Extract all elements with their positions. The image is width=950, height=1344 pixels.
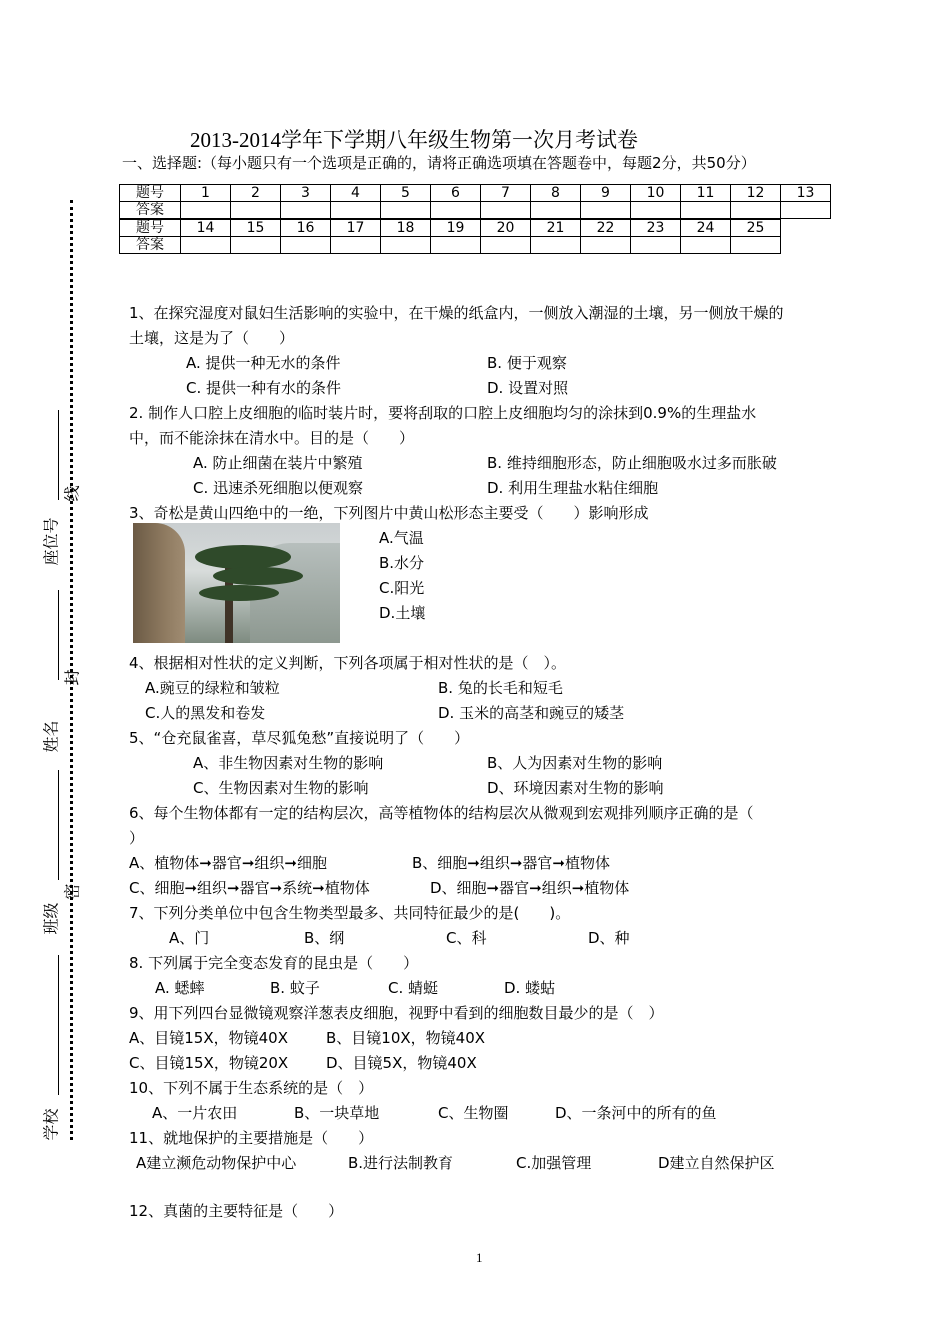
answer-cell[interactable] — [231, 202, 281, 219]
table-cell: 8 — [531, 185, 581, 202]
option-a: A、目镜15X，物镜40X — [129, 1029, 288, 1047]
option-d: D、种 — [588, 929, 630, 947]
option-a: A.豌豆的绿粒和皱粒 — [145, 679, 280, 697]
answer-cell[interactable] — [181, 202, 231, 219]
answer-cell[interactable] — [781, 202, 831, 219]
table-cell: 9 — [581, 185, 631, 202]
answer-cell[interactable] — [481, 237, 531, 254]
answer-cell[interactable] — [731, 237, 781, 254]
name-underline — [58, 590, 59, 680]
option-c: C、细胞➞组织➞器官➞系统➞植物体 — [129, 879, 370, 897]
option-c: C. 蜻蜓 — [388, 979, 439, 997]
answer-row-blank — [120, 237, 781, 254]
option-b: B、纲 — [304, 929, 345, 947]
answer-cell[interactable] — [331, 237, 381, 254]
answer-cell[interactable] — [581, 202, 631, 219]
table-cell: 10 — [631, 185, 681, 202]
table-cell: 20 — [481, 220, 531, 237]
answer-row-numbers — [120, 220, 781, 237]
question-8-text: 8. 下列属于完全变态发育的昆虫是（ ） — [129, 954, 419, 972]
answer-cell[interactable] — [681, 202, 731, 219]
school-underline — [58, 955, 59, 1095]
table-cell: 7 — [481, 185, 531, 202]
option-b: B、目镜10X，物镜40X — [326, 1029, 486, 1047]
answer-cell[interactable] — [581, 237, 631, 254]
table-cell: 5 — [381, 185, 431, 202]
class-label: 班级 — [41, 902, 61, 935]
option-b: B、细胞➞组织➞器官➞植物体 — [412, 854, 610, 872]
question-3-text: 3、奇松是黄山四绝中的一绝，下列图片中黄山松形态主要受（ ）影响形成 — [129, 504, 649, 522]
table-cell: 17 — [331, 220, 381, 237]
option-a: A.气温 — [379, 529, 424, 547]
table-cell: 答案 — [120, 237, 181, 254]
option-c: C. 迅速杀死细胞以便观察 — [193, 479, 364, 497]
section-heading: 一、选择题:（每小题只有一个选项是正确的，请将正确选项填在答题卷中，每题2分，共50分） — [122, 154, 756, 172]
option-b: B.水分 — [379, 554, 425, 572]
table-cell: 题号 — [120, 220, 181, 237]
question-6-text: 6、每个生物体都有一定的结构层次，高等植物体的结构层次从微观到宏观排列顺序正确的是（ — [129, 804, 754, 822]
table-cell: 3 — [281, 185, 331, 202]
option-a: A、植物体➞器官➞组织➞细胞 — [129, 854, 327, 872]
answer-table-top — [119, 184, 831, 219]
answer-cell[interactable] — [731, 202, 781, 219]
table-cell: 14 — [181, 220, 231, 237]
table-cell: 24 — [681, 220, 731, 237]
option-a: A建立濒危动物保护中心 — [136, 1154, 297, 1172]
option-d: D.土壤 — [379, 604, 426, 622]
question-7-text: 7、下列分类单位中包含生物类型最多、共同特征最少的是( )。 — [129, 904, 571, 922]
table-cell: 12 — [731, 185, 781, 202]
option-a: A. 提供一种无水的条件 — [186, 354, 341, 372]
answer-cell[interactable] — [231, 237, 281, 254]
question-1-text: 1、在探究湿度对鼠妇生活影响的实验中，在干燥的纸盒内，一侧放入潮湿的土壤，另一侧放干燥的 — [129, 304, 784, 322]
table-cell: 题号 — [120, 185, 181, 202]
option-c: C.阳光 — [379, 579, 425, 597]
class-underline — [58, 770, 59, 880]
answer-cell[interactable] — [381, 237, 431, 254]
option-d: D. 蝼蛄 — [504, 979, 556, 997]
answer-cell[interactable] — [431, 202, 481, 219]
school-label: 学校 — [41, 1108, 61, 1141]
table-cell: 19 — [431, 220, 481, 237]
table-cell: 16 — [281, 220, 331, 237]
option-c: C.人的黑发和卷发 — [145, 704, 266, 722]
option-d: D、目镜5X，物镜40X — [326, 1054, 477, 1072]
question-4-text: 4、根据相对性状的定义判断，下列各项属于相对性状的是（ ）。 — [129, 654, 567, 672]
option-a: A、非生物因素对生物的影响 — [193, 754, 384, 772]
table-cell: 4 — [331, 185, 381, 202]
option-d: D. 玉米的高茎和豌豆的矮茎 — [438, 704, 625, 722]
question-9-text: 9、用下列四台显微镜观察洋葱表皮细胞，视野中看到的细胞数目最少的是（ ） — [129, 1004, 664, 1022]
table-cell: 22 — [581, 220, 631, 237]
line-label: 线 — [62, 485, 82, 502]
option-a: A、门 — [169, 929, 210, 947]
answer-cell[interactable] — [531, 202, 581, 219]
option-d: D. 利用生理盐水粘住细胞 — [487, 479, 659, 497]
table-cell: 23 — [631, 220, 681, 237]
option-a: A. 防止细菌在装片中繁殖 — [193, 454, 363, 472]
option-d: D、环境因素对生物的影响 — [487, 779, 664, 797]
table-cell: 13 — [781, 185, 831, 202]
option-c: C. 提供一种有水的条件 — [186, 379, 342, 397]
option-c: C、生物因素对生物的影响 — [193, 779, 369, 797]
answer-row-numbers — [120, 185, 831, 202]
option-b: B. 蚊子 — [270, 979, 320, 997]
option-a: A、一片农田 — [152, 1104, 238, 1122]
answer-cell[interactable] — [181, 237, 231, 254]
option-c: C.加强管理 — [516, 1154, 592, 1172]
huangshan-pine-photo — [133, 523, 340, 643]
answer-cell[interactable] — [681, 237, 731, 254]
option-d: D建立自然保护区 — [658, 1154, 775, 1172]
exam-title: 2013-2014学年下学期八年级生物第一次月考试卷 — [190, 128, 638, 152]
table-cell: 21 — [531, 220, 581, 237]
answer-cell[interactable] — [631, 202, 681, 219]
option-c: C、生物圈 — [438, 1104, 509, 1122]
seal-label: 封 — [62, 669, 82, 686]
answer-cell[interactable] — [281, 202, 331, 219]
answer-cell[interactable] — [531, 237, 581, 254]
answer-row-blank — [120, 202, 831, 219]
option-b: B.进行法制教育 — [348, 1154, 454, 1172]
question-10-text: 10、下列不属于生态系统的是（ ） — [129, 1079, 374, 1097]
option-b: B. 兔的长毛和短毛 — [438, 679, 563, 697]
option-b: B. 维持细胞形态，防止细胞吸水过多而胀破 — [487, 454, 777, 472]
question-11-text: 11、就地保护的主要措施是（ ） — [129, 1129, 374, 1147]
table-cell: 答案 — [120, 202, 181, 219]
option-a: A. 蟋蟀 — [155, 979, 205, 997]
answer-cell[interactable] — [281, 237, 331, 254]
option-b: B、人为因素对生物的影响 — [487, 754, 663, 772]
option-c: C、科 — [446, 929, 487, 947]
option-b: B、一块草地 — [294, 1104, 380, 1122]
option-b: B. 便于观察 — [487, 354, 567, 372]
question-6-text: ） — [129, 829, 145, 847]
table-cell: 1 — [181, 185, 231, 202]
answer-cell[interactable] — [481, 202, 531, 219]
option-d: D. 设置对照 — [487, 379, 569, 397]
question-2-text: 中，而不能涂抹在清水中。目的是（ ） — [129, 429, 415, 447]
seat-label: 座位号 — [41, 517, 61, 566]
page-number: 1 — [476, 1250, 483, 1265]
option-d: D、细胞➞器官➞组织➞植物体 — [430, 879, 630, 897]
question-12-text: 12、真菌的主要特征是（ ） — [129, 1202, 344, 1220]
option-c: C、目镜15X，物镜20X — [129, 1054, 289, 1072]
name-label: 姓名 — [41, 720, 61, 753]
question-1-text: 土壤，这是为了（ ） — [129, 329, 295, 347]
table-cell: 11 — [681, 185, 731, 202]
answer-cell[interactable] — [331, 202, 381, 219]
table-cell: 15 — [231, 220, 281, 237]
answer-cell[interactable] — [381, 202, 431, 219]
table-cell: 25 — [731, 220, 781, 237]
secret-label: 密 — [62, 883, 82, 900]
table-cell: 2 — [231, 185, 281, 202]
table-cell: 6 — [431, 185, 481, 202]
answer-table-bottom — [119, 219, 781, 254]
answer-cell[interactable] — [431, 237, 481, 254]
answer-cell[interactable] — [631, 237, 681, 254]
table-cell: 18 — [381, 220, 431, 237]
option-d: D、一条河中的所有的鱼 — [555, 1104, 717, 1122]
question-2-text: 2. 制作人口腔上皮细胞的临时装片时，要将刮取的口腔上皮细胞均匀的涂抹到0.9%的生理盐水 — [129, 404, 757, 422]
question-5-text: 5、“仓充鼠雀喜，草尽狐兔愁”直接说明了（ ） — [129, 729, 470, 747]
